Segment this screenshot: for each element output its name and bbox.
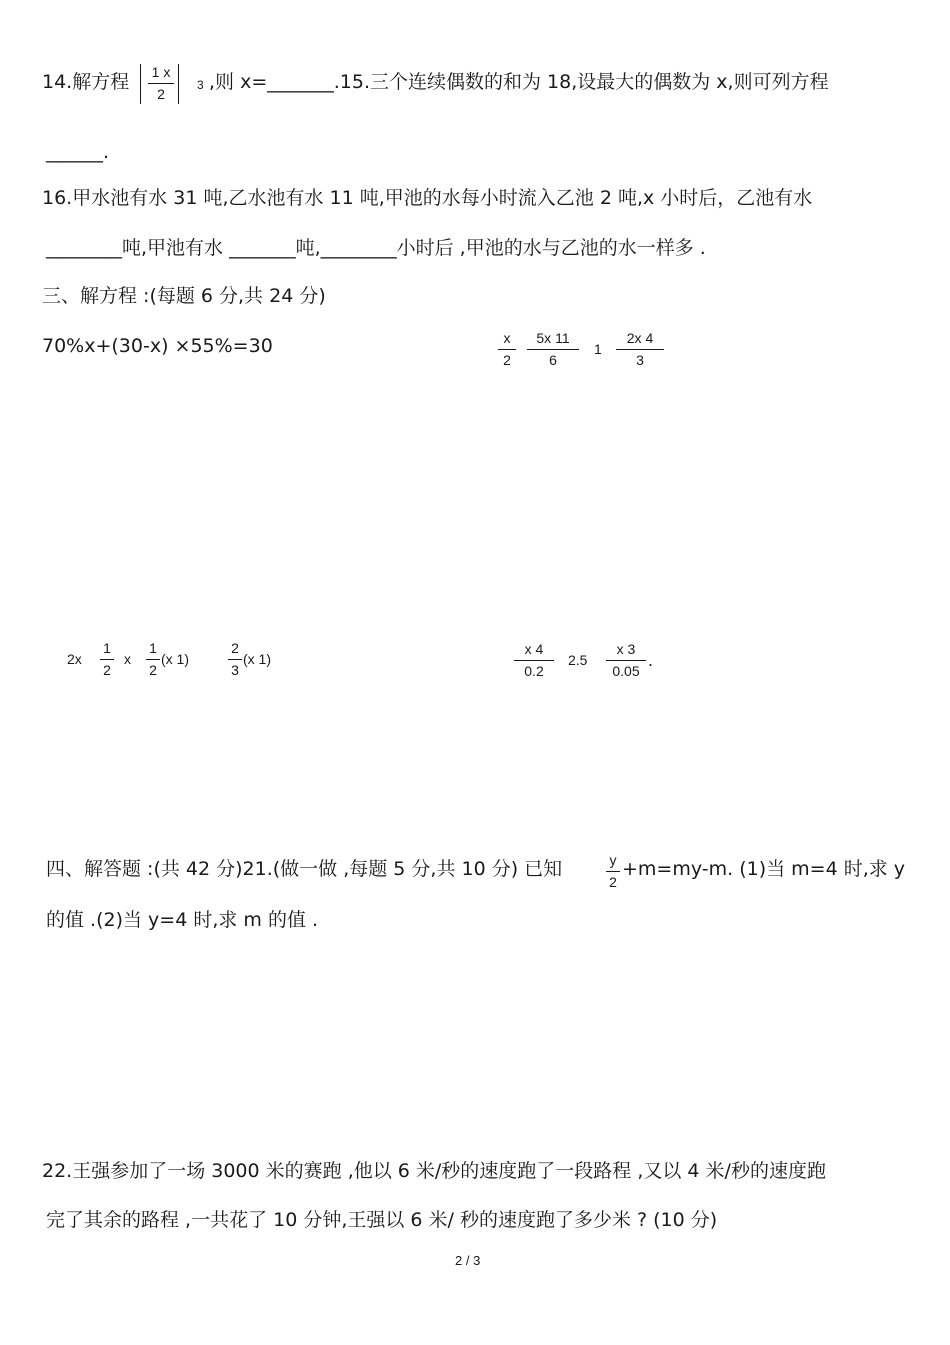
q22-line2: 完了其余的路程 ,一共花了 10 分钟,王强以 6 米/ 秒的速度跑了多少米 ? (10 分) xyxy=(46,1209,718,1231)
fraction-bar xyxy=(527,349,579,350)
eq19-f1-num: 1 xyxy=(103,640,111,656)
fraction-bar xyxy=(514,660,554,661)
q16-line1: 16.甲水池有水 31 吨,乙水池有水 11 吨,甲池的水每小时流入乙池 2 吨,x 小时后，乙池有水 xyxy=(42,187,813,209)
eq19-x: x xyxy=(124,651,131,667)
q21-f-den: 2 xyxy=(609,874,617,890)
q14-abs-denominator: 2 xyxy=(157,86,165,102)
page-number: 2 / 3 xyxy=(455,1253,481,1268)
eq20-mid: 2.5 xyxy=(568,652,588,668)
eq18-f2-den: 6 xyxy=(549,352,557,368)
q14-abs-numerator: 1 x xyxy=(151,64,171,80)
eq18-f3-num: 2x 4 xyxy=(626,330,654,346)
fraction-bar xyxy=(498,349,516,350)
eq20-f1-den: 0.2 xyxy=(524,663,544,679)
q16-line2: ________吨,甲池有水 _______吨,________小时后 ,甲池的水与乙池的水一样多 . xyxy=(46,237,706,259)
abs-right-bar xyxy=(178,64,179,104)
eq20-f2-num: x 3 xyxy=(616,641,636,657)
eq19-lead: 2x xyxy=(67,651,82,667)
fraction-bar xyxy=(616,349,664,350)
eq19-paren-2: (x 1) xyxy=(243,651,271,667)
section3-title: 三、解方程 :(每题 6 分,共 24 分) xyxy=(42,285,326,307)
q21-line2: 的值 .(2)当 y=4 时,求 m 的值 . xyxy=(46,909,319,931)
fraction-bar xyxy=(228,659,242,660)
q14-small-value: 3 xyxy=(197,78,204,92)
q22-line1: 22.王强参加了一场 3000 米的赛跑 ,他以 6 米/秒的速度跑了一段路程 ,又以 4 米/秒的速度跑 xyxy=(42,1160,826,1182)
eq19-f3-den: 3 xyxy=(231,662,239,678)
q14-lead: 14.解方程 xyxy=(42,71,130,93)
fraction-bar xyxy=(100,659,114,660)
q21-tail: +m=my-m. (1)当 m=4 时,求 y xyxy=(622,858,906,880)
eq19-f2-num: 1 xyxy=(149,640,157,656)
eq18-f1-den: 2 xyxy=(503,352,511,368)
fraction-bar xyxy=(146,659,160,660)
q21-f-num: y xyxy=(609,852,617,868)
eq18-f1-num: x xyxy=(503,330,511,346)
q14-tail: ,则 x=_______.15.三个连续偶数的和为 18,设最大的偶数为 x,则可列方程 xyxy=(209,71,829,93)
fraction-bar xyxy=(606,660,646,661)
eq20-period: . xyxy=(648,650,654,670)
eq19-f2-den: 2 xyxy=(149,662,157,678)
eq20-f1-num: x 4 xyxy=(524,641,544,657)
eq17-text: 70%x+(30-x) ×55%=30 xyxy=(42,335,273,357)
fraction-bar xyxy=(606,871,620,872)
eq18-f3-den: 3 xyxy=(636,352,644,368)
eq18-f2-num: 5x 11 xyxy=(536,330,570,346)
fraction-bar xyxy=(148,83,174,84)
eq19-f1-den: 2 xyxy=(103,662,111,678)
abs-left-bar xyxy=(140,64,141,104)
eq20-f2-den: 0.05 xyxy=(612,663,640,679)
eq19-f3-num: 2 xyxy=(231,640,239,656)
q15-blank: ______. xyxy=(46,141,110,163)
eq18-one: 1 xyxy=(594,341,602,357)
eq19-paren-1: (x 1) xyxy=(161,651,189,667)
section4-lead: 四、解答题 :(共 42 分)21.(做一做 ,每题 5 分,共 10 分) 已知 xyxy=(46,858,563,880)
